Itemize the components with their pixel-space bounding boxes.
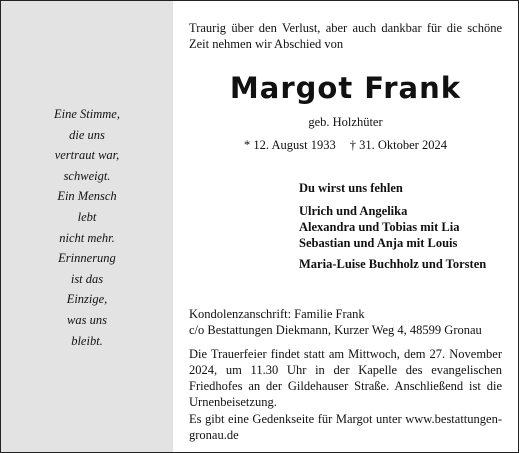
condolence-address bbox=[189, 306, 502, 338]
memorial-page-info: Es gibt eine Gedenkseite für Margot unter www.bestattungen-gronau.de bbox=[189, 412, 502, 442]
poem-line: Einzige, bbox=[66, 292, 108, 307]
life-dates bbox=[189, 138, 502, 153]
poem-line: nicht mehr. bbox=[59, 230, 115, 245]
poem-line: lebt bbox=[77, 209, 97, 224]
funeral-info: Die Trauerfeier findet statt am Mittwoch, dem 27. November 2024, um 11.30 Uhr in der Kapelle des evangelischen Friedhofes an der Gildehauser Straße. Anschließend ist die Urnenbeisetzung. bbox=[189, 347, 502, 409]
poem-line: was uns bbox=[67, 312, 107, 327]
miss-line: Du wirst uns fehlen bbox=[299, 181, 403, 195]
poem-line: Eine Stimme, bbox=[54, 107, 120, 121]
family-list bbox=[299, 203, 509, 251]
address-line: c/o Bestattungen Diekmann, Kurzer Weg 4, 48599 Gronau bbox=[189, 323, 482, 337]
birth-name: geb. Holzhüter bbox=[308, 115, 383, 129]
family-member-extra: Maria-Luise Buchholz und Torsten bbox=[299, 257, 487, 271]
poem-line: bleibt. bbox=[71, 333, 103, 348]
poem-line: die uns bbox=[69, 127, 105, 142]
poem-line: vertraut war, bbox=[54, 148, 120, 163]
family-member: Ulrich und Angelika bbox=[299, 204, 408, 218]
address-line: Kondolenzanschrift: Familie Frank bbox=[189, 307, 365, 321]
family-member: Alexandra und Tobias mit Lia bbox=[299, 220, 460, 234]
birth-date: * 12. August 1933 bbox=[244, 138, 336, 152]
poem-line: Erinnerung bbox=[58, 251, 116, 266]
poem-panel bbox=[1, 1, 173, 452]
family-member: Sebastian und Anja mit Louis bbox=[299, 236, 458, 250]
poem-line: Ein Mensch bbox=[57, 189, 117, 204]
poem-line: schweigt. bbox=[63, 168, 111, 183]
deceased-name: Margot Frank bbox=[229, 71, 462, 105]
death-date: † 31. Oktober 2024 bbox=[349, 138, 447, 152]
poem-line: ist das bbox=[70, 271, 104, 286]
intro-text: Traurig über den Verlust, aber auch dankbar für die schöne Zeit nehmen wir Abschied von bbox=[189, 21, 502, 51]
poem bbox=[1, 104, 173, 351]
